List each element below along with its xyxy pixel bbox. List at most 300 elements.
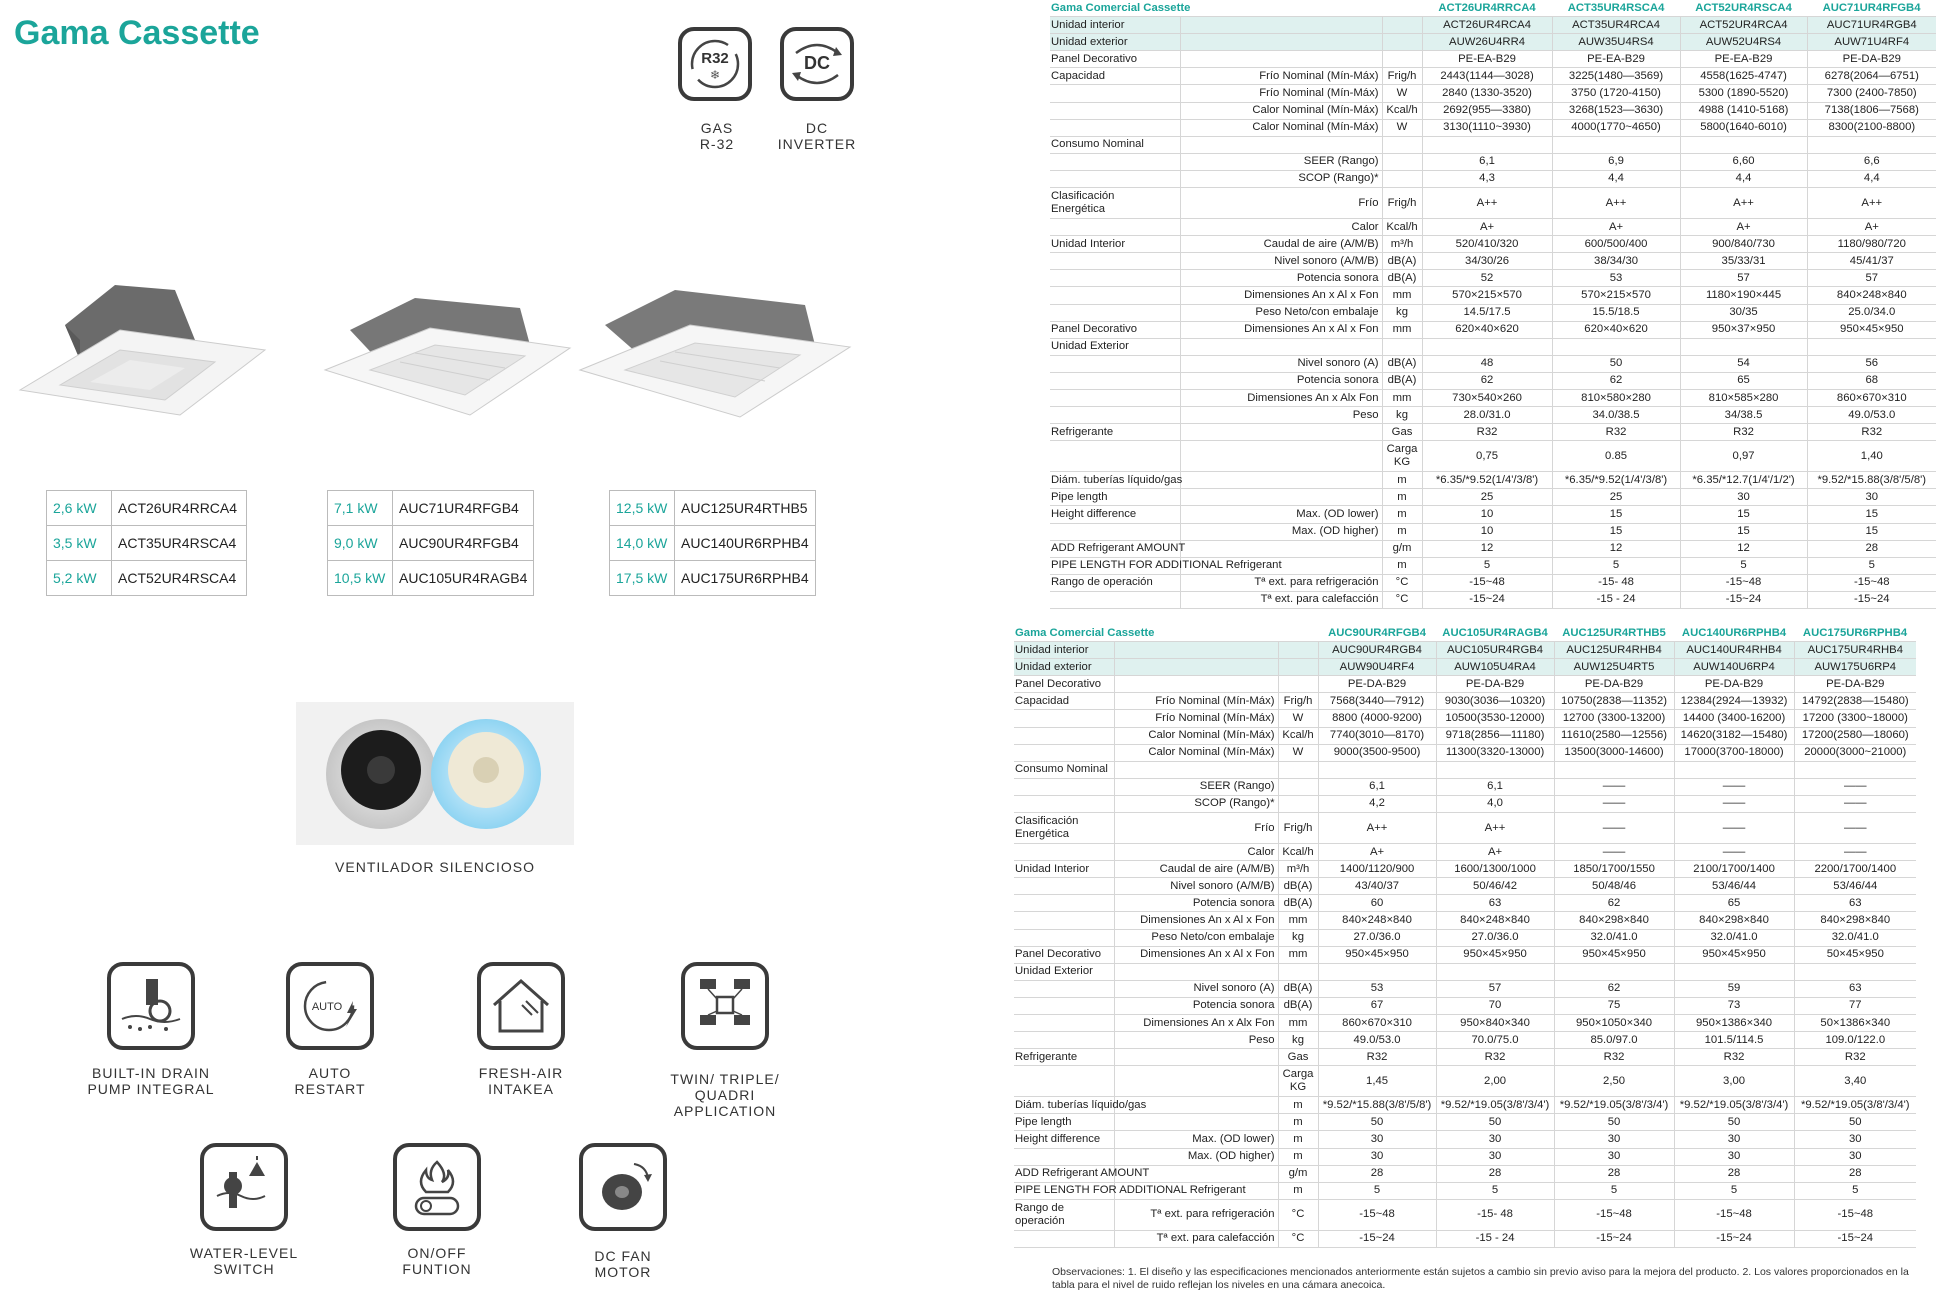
table-cell: Diám. tuberías líquido/gas xyxy=(1014,1097,1114,1114)
table-row xyxy=(1050,119,1936,136)
table-cell: 1850/1700/1550 xyxy=(1554,861,1674,878)
table-cell xyxy=(1050,372,1180,389)
table-cell: Tª ext. para calefacción xyxy=(1114,1230,1278,1247)
table-cell: 50 xyxy=(1436,1114,1554,1131)
table-cell xyxy=(1278,761,1318,778)
table-cell: *6.35/*9.52(1/4'/3/8') xyxy=(1422,472,1552,489)
table-cell xyxy=(1382,338,1422,355)
table-cell: 30 xyxy=(1436,1131,1554,1148)
auto-icon-label: AUTO xyxy=(311,1001,343,1013)
table-cell: Potencia sonora xyxy=(1114,895,1278,912)
table-cell: A+ xyxy=(1552,219,1680,236)
table-cell xyxy=(1014,1032,1114,1049)
table-cell: 2443(1144—3028) xyxy=(1422,68,1552,85)
table-cell: Kcal/h xyxy=(1382,102,1422,119)
table-cell: 840×248×840 xyxy=(1318,912,1436,929)
table-cell: PE-EA-B29 xyxy=(1680,51,1807,68)
table-cell: -15~48 xyxy=(1554,1199,1674,1230)
table-cell: AUW90U4RF4 xyxy=(1318,659,1436,676)
table-cell: -15 - 24 xyxy=(1436,1230,1554,1247)
table-row xyxy=(1050,34,1936,51)
table-cell: kg xyxy=(1382,304,1422,321)
model-column-header: AUC90UR4RFGB4 xyxy=(1318,625,1436,642)
table-row xyxy=(1050,287,1936,304)
table-cell: 3225(1480—3569) xyxy=(1552,68,1680,85)
table-cell: 77 xyxy=(1794,997,1916,1014)
table-cell xyxy=(1050,441,1180,472)
table-cell xyxy=(1180,34,1382,51)
gas-r32-caption: GAS R-32 xyxy=(699,120,735,152)
table-row xyxy=(1014,659,1916,676)
table-cell: 6278(2064—6751) xyxy=(1807,68,1936,85)
table-cell: g/m xyxy=(1382,540,1422,557)
table-row xyxy=(1050,441,1936,472)
table-cell: Peso xyxy=(1180,407,1382,424)
table-cell xyxy=(1382,34,1422,51)
table-row xyxy=(1014,929,1916,946)
table-cell: 57 xyxy=(1680,270,1807,287)
table-cell: 840×298×840 xyxy=(1554,912,1674,929)
table-cell: AUC175UR4RHB4 xyxy=(1794,642,1916,659)
table-cell: Tª ext. para refrigeración xyxy=(1180,574,1382,591)
table-cell: 3130(1110~3930) xyxy=(1422,119,1552,136)
drain-pump-icon xyxy=(107,962,195,1050)
table-cell: 9000(3500-9500) xyxy=(1318,744,1436,761)
table-cell: —— xyxy=(1674,778,1794,795)
model-table-3 xyxy=(609,490,816,596)
table-cell: 8800 (4000-9200) xyxy=(1318,710,1436,727)
table-row xyxy=(1014,813,1916,844)
table-cell: —— xyxy=(1674,844,1794,861)
table-cell: 57 xyxy=(1807,270,1936,287)
table-row xyxy=(1050,338,1936,355)
table-cell: 75 xyxy=(1554,997,1674,1014)
table-row xyxy=(1014,693,1916,710)
table-cell: W xyxy=(1278,710,1318,727)
table-cell: dB(A) xyxy=(1382,270,1422,287)
table-cell: Peso Neto/con embalaje xyxy=(1114,929,1278,946)
table-cell: Diám. tuberías líquido/gas xyxy=(1050,472,1180,489)
table-cell xyxy=(1050,85,1180,102)
table-cell: SCOP (Rango)* xyxy=(1180,170,1382,187)
table-cell xyxy=(1278,642,1318,659)
table-cell: 15 xyxy=(1552,506,1680,523)
model-column-header: AUC71UR4RFGB4 xyxy=(1807,0,1936,17)
table-cell: 620×40×620 xyxy=(1422,321,1552,338)
table-cell: Unidad Exterior xyxy=(1050,338,1180,355)
table-cell: m xyxy=(1278,1148,1318,1165)
table-cell xyxy=(1014,929,1114,946)
table-cell: 17200(2580—18060) xyxy=(1794,727,1916,744)
table-cell xyxy=(1180,17,1382,34)
table-cell: 49.0/53.0 xyxy=(1318,1032,1436,1049)
table-cell: A++ xyxy=(1807,188,1936,219)
table-cell xyxy=(1554,963,1674,980)
table-cell: -15~48 xyxy=(1680,574,1807,591)
table-row xyxy=(1014,912,1916,929)
model-column-header: ACT52UR4RSCA4 xyxy=(1680,0,1807,17)
table-row xyxy=(1050,407,1936,424)
table-cell: 10 xyxy=(1422,506,1552,523)
table-cell: 4,0 xyxy=(1436,795,1554,812)
table-cell: 6,6 xyxy=(1807,153,1936,170)
table-cell: 14400 (3400-16200) xyxy=(1674,710,1794,727)
table-cell: 15 xyxy=(1680,506,1807,523)
table-cell xyxy=(1014,997,1114,1014)
dc-inverter-icon xyxy=(780,27,854,101)
table-cell xyxy=(1436,761,1554,778)
table-cell: Nivel sonoro (A) xyxy=(1114,980,1278,997)
model-table-2 xyxy=(327,490,534,596)
table-cell: A+ xyxy=(1807,219,1936,236)
table-cell: 28 xyxy=(1794,1165,1916,1182)
table-cell: 3268(1523—3630) xyxy=(1552,102,1680,119)
table-cell: Refrigerante xyxy=(1014,1049,1114,1066)
table-cell: AUC90UR4RGB4 xyxy=(1318,642,1436,659)
table-row xyxy=(1050,102,1936,119)
table-row xyxy=(1050,304,1936,321)
table-cell xyxy=(1050,389,1180,406)
table-cell xyxy=(1014,844,1114,861)
table-row xyxy=(1050,355,1936,372)
table-cell: m xyxy=(1278,1097,1318,1114)
table-cell: kg xyxy=(1278,929,1318,946)
table-cell: 30 xyxy=(1794,1131,1916,1148)
table-cell: dB(A) xyxy=(1278,878,1318,895)
fan-caption: VENTILADOR SILENCIOSO xyxy=(335,859,535,875)
table-cell: *9.52/*15.88(3/8'/5/8') xyxy=(1807,472,1936,489)
table-cell xyxy=(1794,963,1916,980)
table-cell: PE-DA-B29 xyxy=(1807,51,1936,68)
table-cell: Consumo Nominal xyxy=(1014,761,1114,778)
table-row xyxy=(1050,153,1936,170)
table-cell: 50 xyxy=(1554,1114,1674,1131)
table-cell: Unidad exterior xyxy=(1050,34,1180,51)
table-cell: 840×298×840 xyxy=(1794,912,1916,929)
table-cell: dB(A) xyxy=(1382,253,1422,270)
drain-pump-caption: BUILT-IN DRAIN PUMP INTEGRAL xyxy=(87,1065,215,1097)
water-level-icon xyxy=(200,1143,288,1231)
table-cell: -15~24 xyxy=(1794,1230,1916,1247)
on-off-icon xyxy=(393,1143,481,1231)
table-cell: 2,50 xyxy=(1554,1066,1674,1097)
table-header-title: Gama Comercial Cassette xyxy=(1014,625,1318,642)
table-cell: Pipe length xyxy=(1050,489,1180,506)
table-cell: 54 xyxy=(1680,355,1807,372)
table-cell: 6,60 xyxy=(1680,153,1807,170)
table-cell: —— xyxy=(1794,844,1916,861)
table-cell: AUW71U4RF4 xyxy=(1807,34,1936,51)
table-cell: 7138(1806—7568) xyxy=(1807,102,1936,119)
table-cell: 2692(955—3380) xyxy=(1422,102,1552,119)
table-cell xyxy=(1050,153,1180,170)
table-cell xyxy=(1114,659,1278,676)
table-cell xyxy=(1014,1014,1114,1031)
table-cell: 950×1386×340 xyxy=(1674,1014,1794,1031)
table-cell: A++ xyxy=(1422,188,1552,219)
table-cell: 840×248×840 xyxy=(1807,287,1936,304)
table-row xyxy=(1014,1032,1916,1049)
table-cell: 34.0/38.5 xyxy=(1552,407,1680,424)
table-cell: Gas xyxy=(1278,1049,1318,1066)
table-cell: 30/35 xyxy=(1680,304,1807,321)
table-cell: 50 xyxy=(1674,1114,1794,1131)
table-cell xyxy=(1050,355,1180,372)
table-cell: 85.0/97.0 xyxy=(1554,1032,1674,1049)
table-cell: 30 xyxy=(1554,1131,1674,1148)
table-row xyxy=(1014,878,1916,895)
table-cell: °C xyxy=(1382,574,1422,591)
table-cell: —— xyxy=(1794,795,1916,812)
table-cell: 950×840×340 xyxy=(1436,1014,1554,1031)
table-cell xyxy=(1278,778,1318,795)
table-cell: PE-DA-B29 xyxy=(1794,676,1916,693)
svg-text:❄: ❄ xyxy=(709,68,721,82)
table-cell: 600/500/400 xyxy=(1552,236,1680,253)
table-cell: 5 xyxy=(1552,557,1680,574)
table-cell: 32.0/41.0 xyxy=(1674,929,1794,946)
table-cell: 12384(2924—13932) xyxy=(1674,693,1794,710)
table-cell: 45/41/37 xyxy=(1807,253,1936,270)
table-cell: -15 - 24 xyxy=(1552,591,1680,608)
table-cell: 28 xyxy=(1807,540,1936,557)
table-cell: m xyxy=(1278,1182,1318,1199)
table-cell: R32 xyxy=(1554,1049,1674,1066)
table-cell: 25 xyxy=(1422,489,1552,506)
table-row xyxy=(1014,1131,1916,1148)
table-cell: Unidad Exterior xyxy=(1014,963,1114,980)
table-cell: 15.5/18.5 xyxy=(1552,304,1680,321)
table-row xyxy=(1050,389,1936,406)
table-cell: -15- 48 xyxy=(1436,1199,1554,1230)
table-cell: 62 xyxy=(1552,372,1680,389)
table-cell: 30 xyxy=(1318,1131,1436,1148)
table-cell: R32 xyxy=(1680,424,1807,441)
table-header-row xyxy=(1050,0,1936,17)
table-cell: Panel Decorativo xyxy=(1014,676,1114,693)
table-row xyxy=(1050,523,1936,540)
table-cell xyxy=(1050,102,1180,119)
table-cell: —— xyxy=(1554,813,1674,844)
table-row: 2,6 kW ACT26UR4RRCA4 xyxy=(47,491,247,526)
table-cell: 7568(3440—7912) xyxy=(1318,693,1436,710)
table-cell: 60 xyxy=(1318,895,1436,912)
table-cell xyxy=(1554,761,1674,778)
table-row xyxy=(1050,557,1936,574)
table-cell: R32 xyxy=(1674,1049,1794,1066)
table-cell xyxy=(1050,287,1180,304)
table-row xyxy=(1014,861,1916,878)
table-cell xyxy=(1318,963,1436,980)
table-cell: dB(A) xyxy=(1278,980,1318,997)
r32-badge-text: R32 xyxy=(701,50,729,67)
table-cell: 50×45×950 xyxy=(1794,946,1916,963)
table-row xyxy=(1014,727,1916,744)
table-cell: 63 xyxy=(1794,980,1916,997)
table-cell: 30 xyxy=(1807,489,1936,506)
table-cell xyxy=(1114,1114,1278,1131)
table-cell: °C xyxy=(1278,1230,1318,1247)
table-cell: 109.0/122.0 xyxy=(1794,1032,1916,1049)
table-cell: 2200/1700/1400 xyxy=(1794,861,1916,878)
table-cell xyxy=(1014,980,1114,997)
table-row xyxy=(1014,980,1916,997)
table-cell: 4,4 xyxy=(1807,170,1936,187)
auto-restart-caption: AUTO RESTART xyxy=(294,1065,366,1097)
table-cell: AUW26U4RR4 xyxy=(1422,34,1552,51)
table-cell: R32 xyxy=(1436,1049,1554,1066)
table-cell: 13500(3000-14600) xyxy=(1554,744,1674,761)
table-cell xyxy=(1014,895,1114,912)
table-row xyxy=(1050,424,1936,441)
table-cell: 5 xyxy=(1794,1182,1916,1199)
table-cell: dB(A) xyxy=(1382,355,1422,372)
table-cell: R32 xyxy=(1318,1049,1436,1066)
table-cell: -15~24 xyxy=(1807,591,1936,608)
table-cell: 1400/1120/900 xyxy=(1318,861,1436,878)
table-cell: -15~24 xyxy=(1422,591,1552,608)
table-cell: A+ xyxy=(1436,844,1554,861)
table-cell: Unidad interior xyxy=(1014,642,1114,659)
table-cell: 27.0/36.0 xyxy=(1436,929,1554,946)
table-cell: 1,45 xyxy=(1318,1066,1436,1097)
table-cell: 32.0/41.0 xyxy=(1794,929,1916,946)
table-cell xyxy=(1014,1066,1114,1097)
table-row xyxy=(1014,778,1916,795)
table-cell: 950×1050×340 xyxy=(1554,1014,1674,1031)
table-cell xyxy=(1180,441,1382,472)
table-cell: 0,75 xyxy=(1422,441,1552,472)
table-cell: 11300(3320-13000) xyxy=(1436,744,1554,761)
table-cell: PE-DA-B29 xyxy=(1318,676,1436,693)
table-cell xyxy=(1014,727,1114,744)
table-cell: Gas xyxy=(1382,424,1422,441)
table-cell: 20000(3000~21000) xyxy=(1794,744,1916,761)
table-cell: Tª ext. para calefacción xyxy=(1180,591,1382,608)
table-cell: m xyxy=(1278,1114,1318,1131)
table-row xyxy=(1014,1165,1916,1182)
table-cell: A+ xyxy=(1422,219,1552,236)
table-row: 9,0 kW AUC90UR4RFGB4 xyxy=(328,526,534,561)
table-cell: Kcal/h xyxy=(1278,844,1318,861)
table-row: 3,5 kW ACT35UR4RSCA4 xyxy=(47,526,247,561)
table-cell: 570×215×570 xyxy=(1422,287,1552,304)
table-cell: Frío xyxy=(1180,188,1382,219)
table-cell xyxy=(1050,170,1180,187)
table-cell: 4,3 xyxy=(1422,170,1552,187)
table-cell: 30 xyxy=(1674,1131,1794,1148)
table-cell xyxy=(1674,963,1794,980)
table-cell: 12 xyxy=(1680,540,1807,557)
table-cell: —— xyxy=(1554,778,1674,795)
table-cell: 7740(3010—8170) xyxy=(1318,727,1436,744)
table-cell: 15 xyxy=(1552,523,1680,540)
table-cell: *9.52/*19.05(3/8'/3/4') xyxy=(1436,1097,1554,1114)
table-cell: 34/30/26 xyxy=(1422,253,1552,270)
table-cell: mm xyxy=(1278,912,1318,929)
table-cell xyxy=(1807,338,1936,355)
spec-table-2 xyxy=(1014,625,1916,1248)
table-cell: R32 xyxy=(1422,424,1552,441)
table-cell: ADD Refrigerant AMOUNT xyxy=(1014,1165,1114,1182)
table-cell: 62 xyxy=(1554,980,1674,997)
table-cell: Capacidad xyxy=(1050,68,1180,85)
table-cell: 53 xyxy=(1318,980,1436,997)
table-cell: -15~24 xyxy=(1554,1230,1674,1247)
table-cell: 12 xyxy=(1552,540,1680,557)
table-cell: 810×580×280 xyxy=(1552,389,1680,406)
table-cell: 27.0/36.0 xyxy=(1318,929,1436,946)
table-cell xyxy=(1114,1049,1278,1066)
table-cell xyxy=(1114,761,1278,778)
table-cell xyxy=(1552,338,1680,355)
table-cell: A++ xyxy=(1436,813,1554,844)
table-row: 17,5 kW AUC175UR6RPHB4 xyxy=(610,561,816,596)
table-cell: W xyxy=(1382,119,1422,136)
table-cell: Peso xyxy=(1114,1032,1278,1049)
table-cell: 620×40×620 xyxy=(1552,321,1680,338)
table-cell: 5300 (1890-5520) xyxy=(1680,85,1807,102)
table-cell xyxy=(1180,540,1382,557)
table-cell: AUC125UR4RHB4 xyxy=(1554,642,1674,659)
table-cell: 35/33/31 xyxy=(1680,253,1807,270)
table-cell: Clasificación Energética xyxy=(1014,813,1114,844)
table-cell: —— xyxy=(1554,795,1674,812)
table-cell: *9.52/*19.05(3/8'/3/4') xyxy=(1794,1097,1916,1114)
table-cell: 1180×190×445 xyxy=(1680,287,1807,304)
table-cell xyxy=(1050,304,1180,321)
table-cell: 73 xyxy=(1674,997,1794,1014)
table-cell xyxy=(1382,51,1422,68)
table-cell: 520/410/320 xyxy=(1422,236,1552,253)
table-cell: 50/48/46 xyxy=(1554,878,1674,895)
table-cell: 12700 (3300-13200) xyxy=(1554,710,1674,727)
model-column-header: AUC105UR4RAGB4 xyxy=(1436,625,1554,642)
table-cell: 10 xyxy=(1422,523,1552,540)
water-level-caption: WATER-LEVEL SWITCH xyxy=(189,1245,299,1277)
table-cell: 2100/1700/1400 xyxy=(1674,861,1794,878)
table-cell: 730×540×260 xyxy=(1422,389,1552,406)
table-cell: 9718(2856—11180) xyxy=(1436,727,1554,744)
table-cell: 1,40 xyxy=(1807,441,1936,472)
table-cell xyxy=(1050,523,1180,540)
table-cell: 30 xyxy=(1794,1148,1916,1165)
table-cell: 28 xyxy=(1554,1165,1674,1182)
table-cell xyxy=(1382,170,1422,187)
table-cell: 2840 (1330-3520) xyxy=(1422,85,1552,102)
table-row xyxy=(1050,321,1936,338)
table-cell xyxy=(1278,676,1318,693)
table-cell xyxy=(1180,338,1382,355)
table-cell: m³/h xyxy=(1382,236,1422,253)
table-cell: AUC105UR4RGB4 xyxy=(1436,642,1554,659)
table-cell: mm xyxy=(1278,1014,1318,1031)
table-cell: mm xyxy=(1382,389,1422,406)
table-row: 5,2 kW ACT52UR4RSCA4 xyxy=(47,561,247,596)
table-cell: AUC140UR4RHB4 xyxy=(1674,642,1794,659)
table-cell: Calor Nominal (Mín-Máx) xyxy=(1114,744,1278,761)
on-off-caption: ON/OFF FUNTION xyxy=(402,1245,472,1277)
table-cell: Frío xyxy=(1114,813,1278,844)
table-cell: Frío Nominal (Mín-Máx) xyxy=(1114,693,1278,710)
table-cell: Potencia sonora xyxy=(1114,997,1278,1014)
table-cell: Panel Decorativo xyxy=(1050,321,1180,338)
table-cell: Max. (OD higher) xyxy=(1180,523,1382,540)
table-row xyxy=(1014,710,1916,727)
table-cell: 3,40 xyxy=(1794,1066,1916,1097)
table-cell xyxy=(1674,761,1794,778)
table-cell: Dimensiones An x Alx Fon xyxy=(1114,1014,1278,1031)
